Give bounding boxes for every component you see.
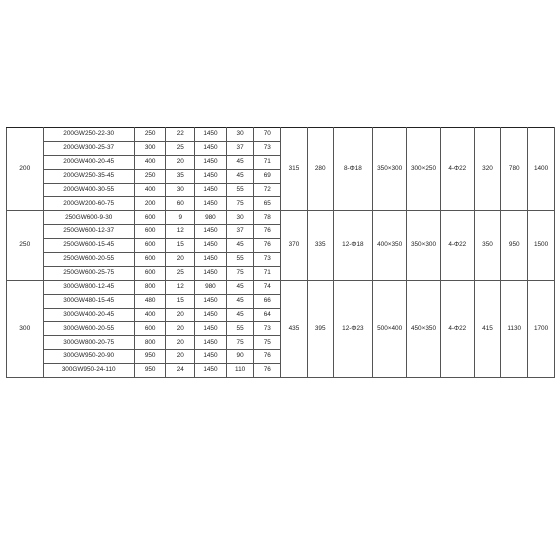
model-cell: 300GW950-24-110 [43, 364, 134, 378]
model-cell: 250GW600-12-37 [43, 225, 134, 239]
head-cell: 12 [166, 280, 195, 294]
model-cell: 300GW950-20-90 [43, 350, 134, 364]
head-cell: 9 [166, 211, 195, 225]
power-cell: 30 [226, 128, 254, 142]
model-cell: 250GW600-15-45 [43, 239, 134, 253]
speed-cell: 1450 [195, 308, 227, 322]
table-row [7, 211, 555, 225]
dim-l-cell: 780 [501, 128, 528, 211]
base-size-2-cell: 300×250 [407, 128, 441, 211]
flow-cell: 250 [134, 169, 166, 183]
speed-cell: 980 [195, 280, 227, 294]
efficiency-cell: 73 [254, 322, 281, 336]
power-cell: 45 [226, 169, 254, 183]
head-cell: 25 [166, 141, 195, 155]
base-size-1-cell: 500×400 [373, 280, 407, 377]
head-cell: 20 [166, 308, 195, 322]
speed-cell: 1450 [195, 197, 227, 211]
dn-size-cell: 200 [7, 128, 44, 211]
speed-cell: 1450 [195, 336, 227, 350]
efficiency-cell: 71 [254, 266, 281, 280]
dim-b-cell: 335 [307, 211, 333, 280]
speed-cell: 980 [195, 211, 227, 225]
flow-cell: 600 [134, 266, 166, 280]
efficiency-cell: 70 [254, 128, 281, 142]
efficiency-cell: 71 [254, 155, 281, 169]
speed-cell: 1450 [195, 364, 227, 378]
speed-cell: 1450 [195, 239, 227, 253]
head-cell: 15 [166, 294, 195, 308]
dim-l-cell: 1130 [501, 280, 528, 377]
dim-h-cell: 415 [474, 280, 501, 377]
head-cell: 25 [166, 266, 195, 280]
efficiency-cell: 74 [254, 280, 281, 294]
flow-cell: 250 [134, 128, 166, 142]
flow-cell: 950 [134, 364, 166, 378]
head-cell: 12 [166, 225, 195, 239]
speed-cell: 1450 [195, 350, 227, 364]
head-cell: 20 [166, 350, 195, 364]
efficiency-cell: 69 [254, 169, 281, 183]
flow-cell: 950 [134, 350, 166, 364]
head-cell: 60 [166, 197, 195, 211]
power-cell: 45 [226, 155, 254, 169]
model-cell: 200GW250-22-30 [43, 128, 134, 142]
head-cell: 30 [166, 183, 195, 197]
dim-l-cell: 950 [501, 211, 528, 280]
base-size-1-cell: 350×300 [373, 128, 407, 211]
efficiency-cell: 76 [254, 225, 281, 239]
power-cell: 30 [226, 211, 254, 225]
speed-cell: 1450 [195, 169, 227, 183]
power-cell: 37 [226, 141, 254, 155]
flow-cell: 400 [134, 155, 166, 169]
flow-cell: 800 [134, 336, 166, 350]
dn-size-cell: 300 [7, 280, 44, 377]
speed-cell: 1450 [195, 128, 227, 142]
power-cell: 45 [226, 294, 254, 308]
head-cell: 20 [166, 253, 195, 267]
flow-cell: 600 [134, 225, 166, 239]
flow-cell: 600 [134, 253, 166, 267]
speed-cell: 1450 [195, 266, 227, 280]
power-cell: 45 [226, 239, 254, 253]
flow-cell: 800 [134, 280, 166, 294]
dim-h-cell: 350 [474, 211, 501, 280]
model-cell: 250GW600-25-75 [43, 266, 134, 280]
head-cell: 24 [166, 364, 195, 378]
model-cell: 200GW300-25-37 [43, 141, 134, 155]
model-cell: 200GW250-35-45 [43, 169, 134, 183]
efficiency-cell: 78 [254, 211, 281, 225]
bolt-holes-cell: 12-Φ23 [333, 280, 373, 377]
dn-size-cell: 250 [7, 211, 44, 280]
power-cell: 45 [226, 308, 254, 322]
power-cell: 55 [226, 183, 254, 197]
bolt-holes-cell: 12-Φ18 [333, 211, 373, 280]
base-size-2-cell: 350×300 [407, 211, 441, 280]
head-cell: 22 [166, 128, 195, 142]
model-cell: 200GW400-30-55 [43, 183, 134, 197]
base-size-2-cell: 450×350 [407, 280, 441, 377]
weight-cell: 1400 [528, 128, 555, 211]
head-cell: 15 [166, 239, 195, 253]
flow-cell: 600 [134, 239, 166, 253]
model-cell: 250GW600-20-55 [43, 253, 134, 267]
flow-cell: 400 [134, 308, 166, 322]
speed-cell: 1450 [195, 183, 227, 197]
model-cell: 300GW800-20-75 [43, 336, 134, 350]
head-cell: 20 [166, 336, 195, 350]
anchor-holes-cell: 4-Φ22 [440, 280, 474, 377]
efficiency-cell: 75 [254, 336, 281, 350]
power-cell: 45 [226, 280, 254, 294]
efficiency-cell: 64 [254, 308, 281, 322]
flow-cell: 600 [134, 211, 166, 225]
head-cell: 20 [166, 322, 195, 336]
model-cell: 300GW480-15-45 [43, 294, 134, 308]
power-cell: 75 [226, 197, 254, 211]
dim-a-cell: 315 [281, 128, 308, 211]
table-row [7, 280, 555, 294]
power-cell: 55 [226, 322, 254, 336]
model-cell: 250GW600-9-30 [43, 211, 134, 225]
flow-cell: 600 [134, 322, 166, 336]
anchor-holes-cell: 4-Φ22 [440, 211, 474, 280]
efficiency-cell: 76 [254, 350, 281, 364]
anchor-holes-cell: 4-Φ22 [440, 128, 474, 211]
speed-cell: 1450 [195, 322, 227, 336]
efficiency-cell: 76 [254, 239, 281, 253]
speed-cell: 1450 [195, 141, 227, 155]
model-cell: 300GW800-12-45 [43, 280, 134, 294]
flow-cell: 400 [134, 183, 166, 197]
power-cell: 110 [226, 364, 254, 378]
head-cell: 35 [166, 169, 195, 183]
bolt-holes-cell: 8-Φ18 [333, 128, 373, 211]
pump-spec-table [6, 127, 555, 378]
weight-cell: 1500 [528, 211, 555, 280]
flow-cell: 300 [134, 141, 166, 155]
speed-cell: 1450 [195, 155, 227, 169]
power-cell: 75 [226, 336, 254, 350]
efficiency-cell: 65 [254, 197, 281, 211]
spec-table-body [7, 128, 555, 378]
dim-h-cell: 320 [474, 128, 501, 211]
efficiency-cell: 76 [254, 364, 281, 378]
speed-cell: 1450 [195, 225, 227, 239]
flow-cell: 480 [134, 294, 166, 308]
dim-b-cell: 395 [307, 280, 333, 377]
power-cell: 90 [226, 350, 254, 364]
model-cell: 200GW400-20-45 [43, 155, 134, 169]
dim-a-cell: 435 [281, 280, 308, 377]
weight-cell: 1700 [528, 280, 555, 377]
efficiency-cell: 66 [254, 294, 281, 308]
model-cell: 200GW200-60-75 [43, 197, 134, 211]
dim-a-cell: 370 [281, 211, 308, 280]
head-cell: 20 [166, 155, 195, 169]
efficiency-cell: 73 [254, 141, 281, 155]
base-size-1-cell: 400×350 [373, 211, 407, 280]
flow-cell: 200 [134, 197, 166, 211]
speed-cell: 1450 [195, 294, 227, 308]
power-cell: 37 [226, 225, 254, 239]
efficiency-cell: 72 [254, 183, 281, 197]
efficiency-cell: 73 [254, 253, 281, 267]
dim-b-cell: 280 [307, 128, 333, 211]
power-cell: 55 [226, 253, 254, 267]
power-cell: 75 [226, 266, 254, 280]
model-cell: 300GW400-20-45 [43, 308, 134, 322]
speed-cell: 1450 [195, 253, 227, 267]
table-row [7, 128, 555, 142]
model-cell: 300GW600-20-55 [43, 322, 134, 336]
